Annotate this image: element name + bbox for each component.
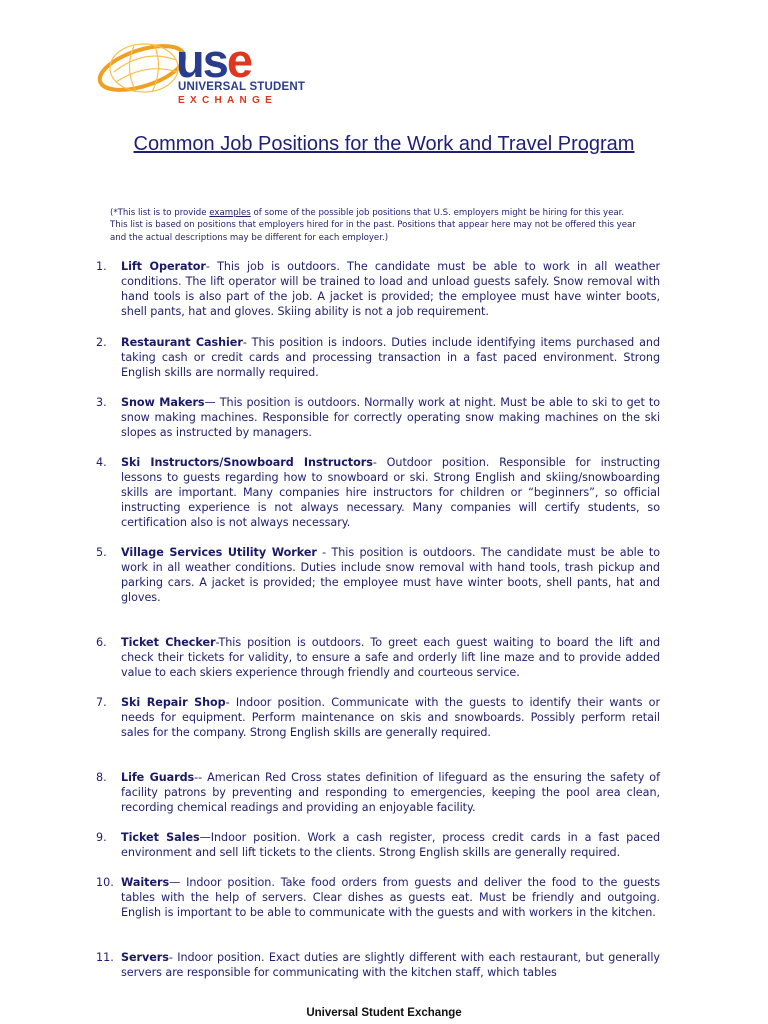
note-text-end: of some of the possible job positions that U.S. employers might be hiring for this year. This list is based on positions that employers hired for in the past. Positions that appear here may not be offered this year and the actual descriptions may be different for each employer.) [110, 208, 636, 243]
job-description: — Indoor position. Take food orders from guests and deliver the food to the guests tables with the help of servers. Clear dishes as guests eat. Must be friendly and outgoing. English is important to be able to communicate with the guests and with workers in the kitchen. [121, 876, 660, 920]
note-text-start: (*This list is to provide [110, 208, 210, 218]
job-title: Snow Makers [121, 396, 205, 409]
item-number: 4. [96, 456, 107, 469]
list-item [96, 875, 660, 920]
job-description: - This position is outdoors. The candidate must be able to work in all weather conditions. Duties include snow removal with hand tools, trash pickup and parking cars. A jacket is provided; the employee must have winter boots, shell pants, hat and gloves. [121, 546, 660, 605]
item-number: 2. [96, 336, 107, 349]
company-logo [94, 34, 306, 112]
item-number: 11. [96, 951, 114, 964]
list-item [96, 335, 660, 380]
job-title: Servers [121, 951, 169, 964]
item-number: 10. [96, 876, 114, 889]
list-item [96, 950, 660, 980]
list-item [96, 830, 660, 860]
job-description: — This position is outdoors. Normally work at night. Must be able to ski to get to snow making machines. Responsible for correctly operating snow making machines on the ski slopes as instructed by managers. [121, 396, 660, 440]
job-title: Village Services Utility Worker [121, 546, 317, 559]
job-description: - This job is outdoors. The candidate must be able to work in all weather conditions. The lift operator will be trained to load and unload guests safely. Snow removal with hand tools is also part of the job. A jacket is provided; the employee must have winter boots, shell pants, hat and gloves. Skiing ability is not a job requirement. [121, 260, 660, 319]
job-title: Restaurant Cashier [121, 336, 243, 349]
item-number: 1. [96, 260, 107, 273]
item-number: 3. [96, 396, 107, 409]
list-item [96, 635, 660, 680]
logo-wordmark-us: us [176, 34, 227, 87]
job-title: Ski Instructors/Snowboard Instructors [121, 456, 373, 469]
list-item [96, 455, 660, 530]
job-title: Lift Operator [121, 260, 206, 273]
logo-wordmark-e: e [226, 34, 251, 87]
job-title: Ticket Sales [121, 831, 200, 844]
logo-wordmark [176, 36, 251, 86]
list-item [96, 770, 660, 815]
item-number: 7. [96, 696, 107, 709]
job-title: Waiters [121, 876, 170, 889]
job-description: —Indoor position. Work a cash register, process credit cards in a fast paced environment and sell lift tickets to the clients. Strong English skills are generally required. [121, 831, 660, 860]
list-item [96, 259, 660, 319]
list-item [96, 395, 660, 440]
job-description: - Outdoor position. Responsible for instructing lessons to guests regarding how to snowboard or ski. Strong English and skiing/snowboarding skills are important. Many companies hire instructors for children or “beginners”, so official instructing experience is not always necessary. Many companies will certify students, so certification also is not always necessary. [121, 456, 660, 530]
item-number: 9. [96, 831, 107, 844]
job-description: -- American Red Cross states definition of lifeguard as the ensuring the safety of facility patrons by preventing and responding to emergencies, keeping the pool area clean, recording chemical readings and providing an enjoyable facility. [121, 771, 660, 815]
job-title: Ticket Checker [121, 636, 216, 649]
item-number: 6. [96, 636, 107, 649]
job-description: - This position is indoors. Duties include identifying items purchased and taking cash or credit cards and processing transaction in a fast paced environment. Strong English skills are normally required. [121, 336, 660, 380]
job-title: Life Guards [121, 771, 195, 784]
logo-tagline-2: EXCHANGE [178, 95, 278, 106]
page-footer: Universal Student Exchange [306, 1007, 462, 1019]
job-title: Ski Repair Shop [121, 696, 226, 709]
job-description: - Indoor position. Exact duties are slightly different with each restaurant, but generally servers are responsible for communicating with the kitchen staff, which tables [121, 951, 660, 980]
item-number: 5. [96, 546, 107, 559]
job-description: -This position is outdoors. To greet each guest waiting to board the lift and check their tickets for validity, to ensure a safe and orderly lift line maze and to provide added value to each skiers experience through friendly and courteous service. [121, 636, 660, 680]
item-number: 8. [96, 771, 107, 784]
logo-tagline-1: UNIVERSAL STUDENT [178, 81, 306, 93]
note-underlined-word: examples [209, 208, 251, 218]
job-description: - Indoor position. Communicate with the guests to identify their wants or needs for equipment. Perform maintenance on skis and snowboards. Possibly perform retail sales for the company. Strong English skills are generally required. [121, 696, 661, 740]
list-item [96, 695, 660, 740]
disclaimer-note [110, 207, 640, 244]
list-item [96, 545, 660, 605]
page-title: Common Job Positions for the Work and Travel Program [133, 133, 635, 155]
